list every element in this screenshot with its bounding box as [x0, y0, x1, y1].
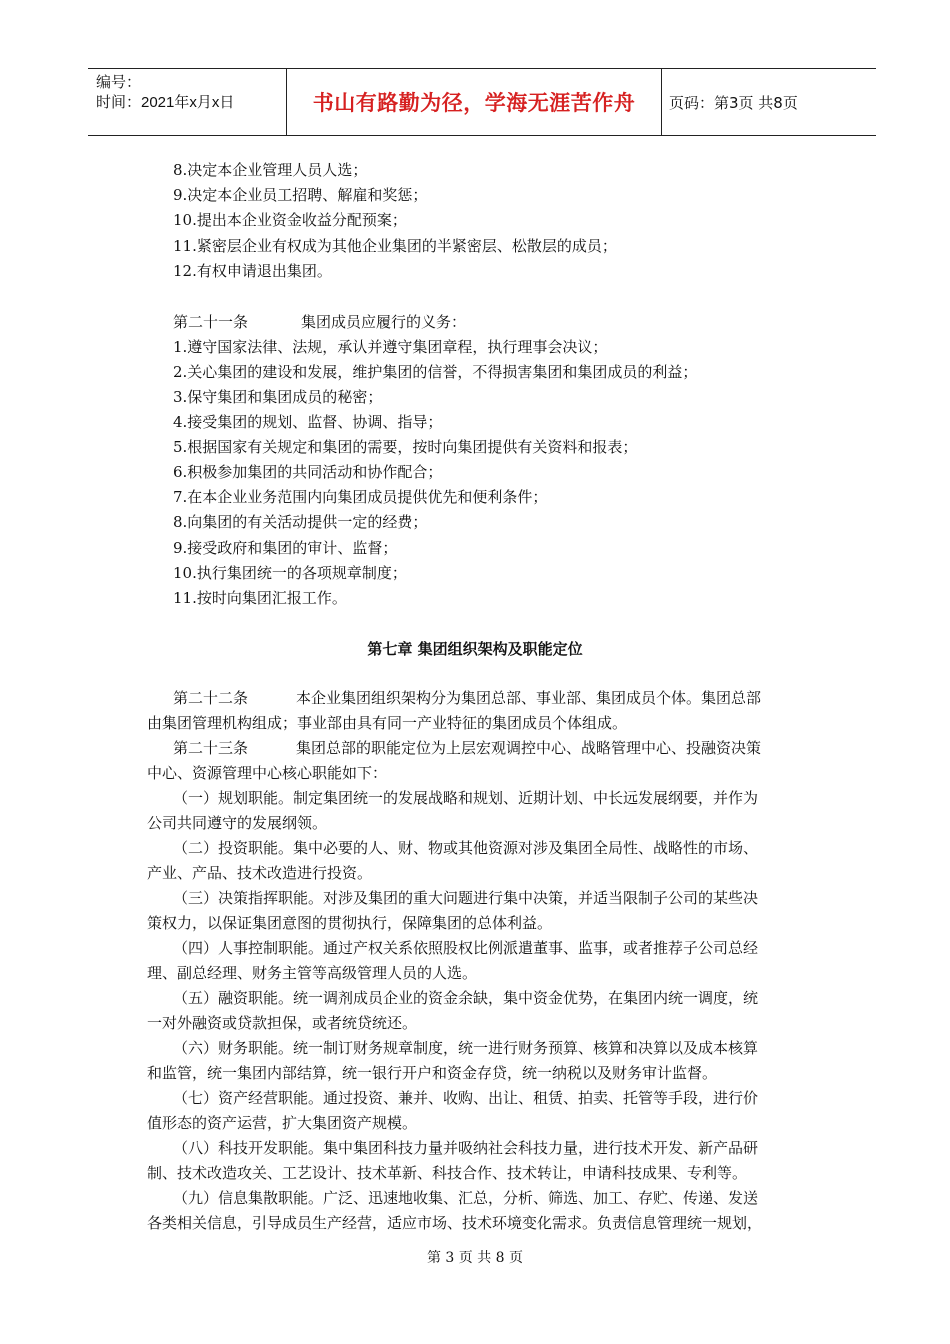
- function-line: 公司共同遵守的发展纲领。: [147, 814, 328, 832]
- function-line: 各类相关信息，引导成员生产经营，适应市场、技术环境变化需求。负责信息管理统一规划，: [147, 1214, 763, 1232]
- article-23-line-1: [173, 738, 761, 758]
- function-line: （五）融资职能。统一调剂成员企业的资金余缺，集中资金优势，在集团内统一调度，统: [173, 989, 759, 1007]
- list-item: 1.遵守国家法律、法规，承认并遵守集团章程，执行理事会决议；: [173, 338, 608, 356]
- function-line: 值形态的资产运营，扩大集团资产规模。: [147, 1114, 418, 1132]
- article-21-heading: [173, 312, 466, 332]
- function-line: 制、技术改造攻关、工艺设计、技术革新、科技合作、技术转让，申请科技成果、专利等。: [147, 1164, 748, 1182]
- list-item: 9.接受政府和集团的审计、监督；: [173, 539, 398, 557]
- function-line: 产业、产品、技术改造进行投资。: [147, 864, 373, 882]
- header-meta: [88, 69, 286, 135]
- page-header: [88, 68, 876, 136]
- article-23-text: 集团总部的职能定位为上层宏观调控中心、战略管理中心、投融资决策: [296, 739, 762, 757]
- function-line: 和监管，统一集团内部结算，统一银行开户和资金存贷，统一纳税以及财务审计监督。: [147, 1064, 718, 1082]
- article-22-text: 本企业集团组织架构分为集团总部、事业部、集团成员个体。集团总部: [296, 689, 762, 707]
- chapter-heading: 第七章 集团组织架构及职能定位: [367, 640, 583, 658]
- article-22-title: 第二十二条: [173, 689, 249, 707]
- function-line: 理、副总经理、财务主管等高级管理人员的人选。: [147, 964, 478, 982]
- list-item: 3.保守集团和集团成员的秘密；: [173, 388, 383, 406]
- list-item: 10.提出本企业资金收益分配预案；: [173, 211, 407, 229]
- list-item: 5.根据国家有关规定和集团的需要，按时向集团提供有关资料和报表；: [173, 438, 638, 456]
- article-21-title: 第二十一条: [173, 313, 249, 331]
- list-item: 2.关心集团的建设和发展，维护集团的信誉，不得损害集团和集团成员的利益；: [173, 363, 698, 381]
- document-time-label: 时间：2021年x月x日: [96, 94, 235, 111]
- function-line: （九）信息集散职能。广泛、迅速地收集、汇总，分析、筛选、加工、存贮、传递、发送: [173, 1189, 759, 1207]
- function-line: （七）资产经营职能。通过投资、兼并、收购、出让、租赁、拍卖、托管等手段，进行价: [173, 1089, 759, 1107]
- function-line: （四）人事控制职能。通过产权关系依照股权比例派遣董事、监事，或者推荐子公司总经: [173, 939, 759, 957]
- function-line: 一对外融资或贷款担保，或者统贷统还。: [147, 1014, 418, 1032]
- list-item: 8.决定本企业管理人员人选；: [173, 161, 368, 179]
- function-line: （八）科技开发职能。集中集团科技力量并吸纳社会科技力量，进行技术开发、新产品研: [173, 1139, 759, 1157]
- article-23-line-2: 中心、资源管理中心核心职能如下：: [147, 764, 388, 782]
- function-line: （三）决策指挥职能。对涉及集团的重大问题进行集中决策，并适当限制子公司的某些决: [173, 889, 759, 907]
- list-item: 10.执行集团统一的各项规章制度；: [173, 564, 407, 582]
- function-line: （六）财务职能。统一制订财务规章制度，统一进行财务预算、核算和决算以及成本核算: [173, 1039, 759, 1057]
- list-item: 12.有权申请退出集团。: [173, 262, 332, 280]
- function-line: 策权力，以保证集团意图的贯彻执行，保障集团的总体利益。: [147, 914, 553, 932]
- article-22-line-1: [173, 688, 761, 708]
- list-item: 9.决定本企业员工招聘、解雇和奖惩；: [173, 186, 428, 204]
- list-item: 7.在本企业业务范围内向集团成员提供优先和便利条件；: [173, 488, 548, 506]
- article-21-text: 集团成员应履行的义务：: [301, 313, 467, 331]
- header-motto: 书山有路勤为径，学海无涯苦作舟: [286, 69, 662, 135]
- list-item: 8.向集团的有关活动提供一定的经费；: [173, 513, 428, 531]
- function-line: （一）规划职能。制定集团统一的发展战略和规划、近期计划、中长远发展纲要，并作为: [173, 789, 759, 807]
- list-item: 11.按时向集团汇报工作。: [173, 589, 347, 607]
- list-item: 4.接受集团的规划、监督、协调、指导；: [173, 413, 443, 431]
- page-footer: 第 3 页 共 8 页: [426, 1250, 524, 1266]
- document-number-label: 编号：: [96, 74, 142, 91]
- list-item: 11.紧密层企业有权成为其他企业集团的半紧密层、松散层的成员；: [173, 237, 617, 255]
- article-23-title: 第二十三条: [173, 739, 249, 757]
- list-item: 6.积极参加集团的共同活动和协作配合；: [173, 463, 443, 481]
- function-line: （二）投资职能。集中必要的人、财、物或其他资源对涉及集团全局性、战略性的市场、: [173, 839, 759, 857]
- header-page-number: 页码：第3页 共8页: [669, 93, 798, 112]
- article-22-line-2: 由集团管理机构组成；事业部由具有同一产业特征的集团成员个体组成。: [147, 714, 628, 732]
